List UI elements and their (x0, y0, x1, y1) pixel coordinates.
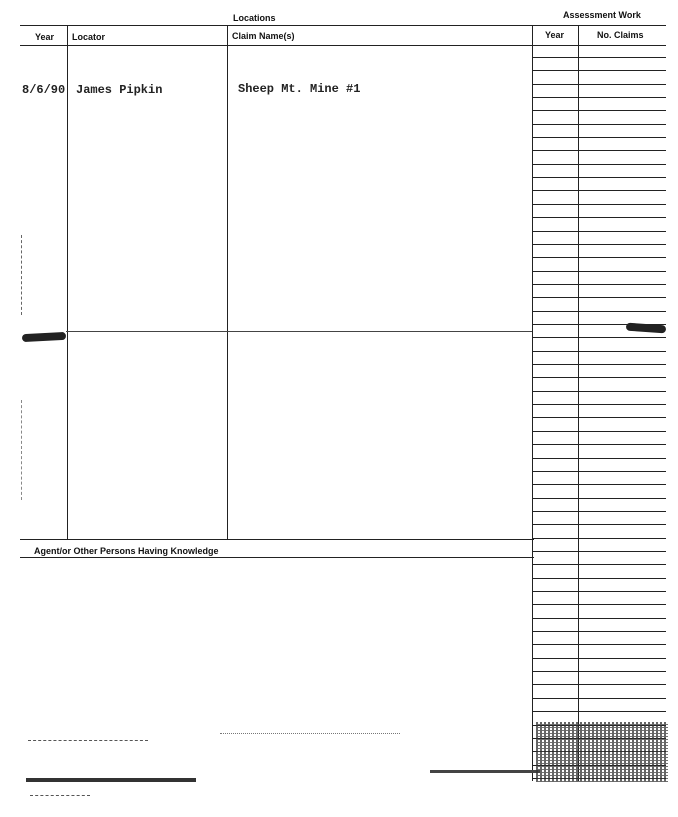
entry-year: 8/6/90 (22, 83, 66, 97)
assessment-grid-row-line (532, 204, 666, 205)
highlighter-mark-left (22, 332, 66, 342)
table-bottom-rule (20, 539, 534, 540)
assessment-grid-row-line (532, 671, 666, 672)
assessment-middle-divider (578, 25, 579, 781)
assessment-grid-row-line (532, 604, 666, 605)
scan-artifact-line (28, 740, 148, 741)
agent-section-header: Agent/or Other Persons Having Knowledge (34, 546, 219, 556)
assessment-grid-row-line (532, 484, 666, 485)
locations-header: Locations (233, 13, 276, 23)
scan-artifact-bar (26, 778, 196, 782)
assessment-grid-row-line (532, 57, 666, 58)
assessment-grid-row-line (532, 458, 666, 459)
claim-names-column-header: Claim Name(s) (232, 31, 295, 41)
header-bottom-rule (20, 45, 666, 46)
assessment-year-column-header: Year (545, 30, 565, 40)
scan-artifact-bar (430, 770, 540, 773)
assessment-grid-row-line (532, 337, 666, 338)
assessment-grid-row-line (532, 404, 666, 405)
assessment-grid-row-line (532, 97, 666, 98)
assessment-grid-row-line (532, 711, 666, 712)
locator-column-header: Locator (72, 32, 106, 42)
assessment-grid-row-line (532, 391, 666, 392)
assessment-grid-row-line (532, 551, 666, 552)
entry-locator: James Pipkin (76, 83, 163, 97)
assessment-grid-row-line (532, 190, 666, 191)
year-column-header: Year (35, 32, 55, 42)
assessment-grid-row-line (532, 618, 666, 619)
assessment-grid-row-line (532, 511, 666, 512)
assessment-grid-row-line (532, 150, 666, 151)
assessment-grid-row-line (532, 564, 666, 565)
assessment-grid-row-line (532, 538, 666, 539)
assessment-grid-row-line (532, 217, 666, 218)
left-edge-scan-mark (21, 235, 22, 315)
assessment-grid-row-line (532, 351, 666, 352)
assessment-grid-row-line (532, 658, 666, 659)
assessment-grid-row-line (532, 431, 666, 432)
assessment-grid-row-line (532, 137, 666, 138)
assessment-grid-row-line (532, 591, 666, 592)
assessment-grid-row-line (532, 257, 666, 258)
assessment-grid-row-line (532, 164, 666, 165)
assessment-grid-row-line (532, 84, 666, 85)
assessment-grid-row-line (532, 498, 666, 499)
scan-artifact-line (220, 733, 400, 734)
assessment-grid-row-line (532, 444, 666, 445)
assessment-grid-row-line (532, 70, 666, 71)
assessment-grid-row-line (532, 284, 666, 285)
assessment-grid-row-line (532, 684, 666, 685)
entry-claim-name: Sheep Mt. Mine #1 (238, 82, 361, 96)
assessment-grid-row-line (532, 177, 666, 178)
assessment-work-header: Assessment Work (563, 10, 641, 20)
assessment-grid-row-line (532, 311, 666, 312)
assessment-grid-row-line (532, 231, 666, 232)
assessment-no-claims-column-header: No. Claims (597, 30, 644, 40)
top-rule (20, 25, 666, 26)
assessment-grid-row-line (532, 124, 666, 125)
scan-artifact-line (30, 795, 90, 796)
agent-header-rule (20, 557, 534, 558)
assessment-grid-row-line (532, 631, 666, 632)
assessment-grid-row-line (532, 377, 666, 378)
assessment-grid-row-line (532, 297, 666, 298)
assessment-grid-row-line (532, 110, 666, 111)
assessment-grid-row-line (532, 417, 666, 418)
assessment-grid-row-line (532, 644, 666, 645)
assessment-grid-row-line (532, 578, 666, 579)
locator-claims-divider (227, 25, 228, 539)
left-edge-scan-mark (21, 400, 22, 500)
assessment-left-border (532, 25, 533, 781)
assessment-grid-row-line (532, 364, 666, 365)
scan-noise-block (536, 722, 668, 782)
assessment-grid-row-line (532, 524, 666, 525)
highlighter-mark-right (626, 323, 666, 334)
assessment-grid-row-line (532, 471, 666, 472)
assessment-grid-row-line (532, 244, 666, 245)
assessment-grid-row-line (532, 271, 666, 272)
year-locator-divider (67, 25, 68, 539)
mid-separator-line (66, 331, 532, 332)
assessment-grid-row-line (532, 698, 666, 699)
